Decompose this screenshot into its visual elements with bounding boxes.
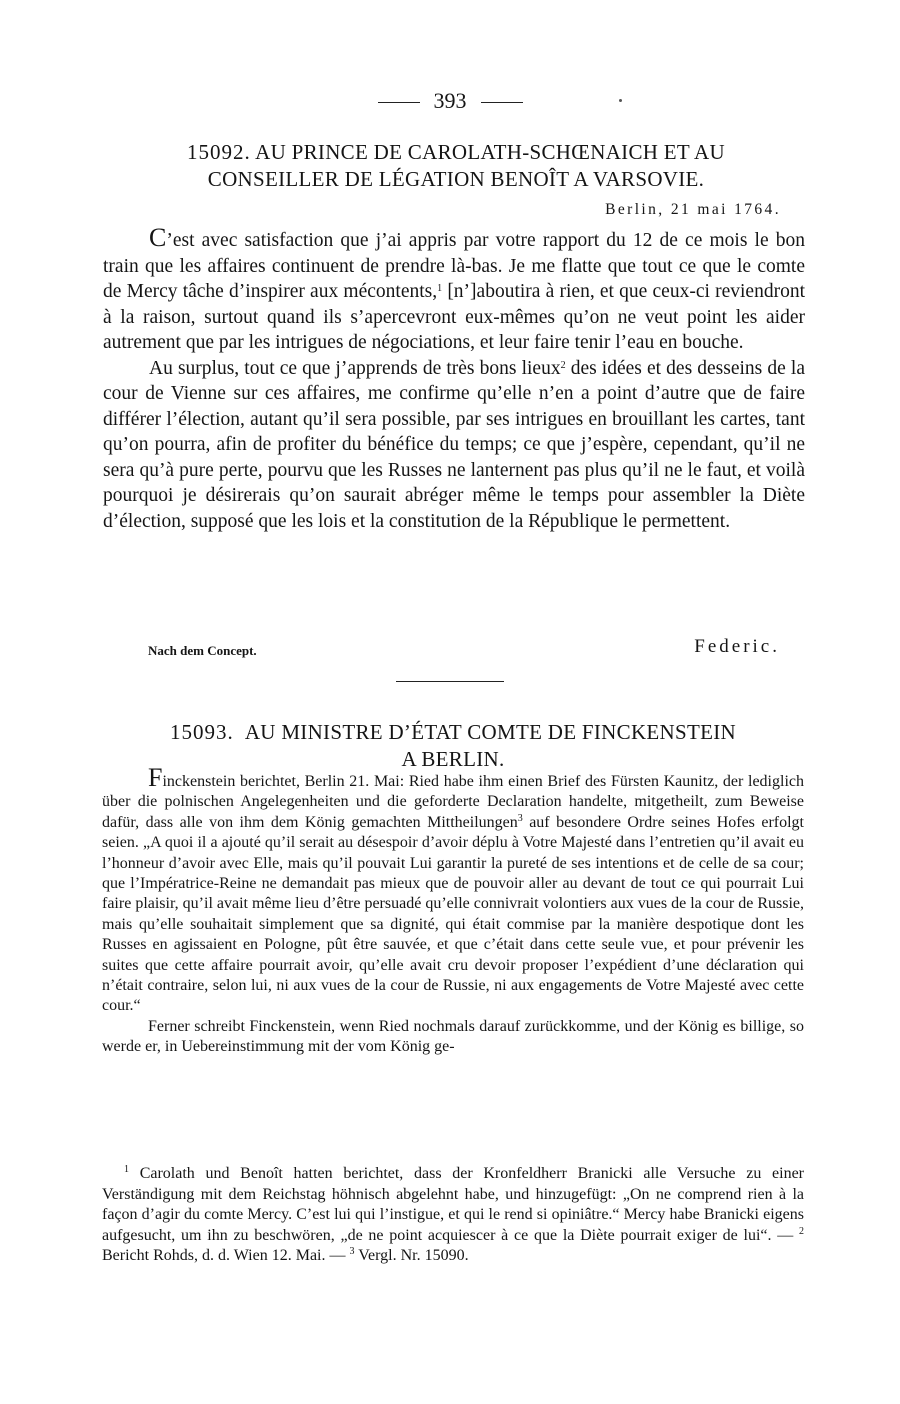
footnote-3: Vergl. Nr. 15090. — [354, 1247, 469, 1265]
doc1-source-note: Nach dem Concept. — [148, 643, 257, 658]
footnote-1: Carolath und Benoît hatten berichtet, dass der Kronfeldherr Branicki alle Versuche zu einer Verständigung mit dem Reichstag höhnisch abgelehnt habe, und hinzugefügt: „On ne comprend rien à la façon d’agir du comte Mercy. C’est lui qui l’instigue, et qui le rend si opiniâtre.“ Mercy habe Branicki eigens aufgesucht, um ihn zu beschwören, „de ne point acquiescer à ce que la Diète pourrait exiger de lui“. — — [102, 1165, 804, 1244]
doc1-body — [103, 225, 805, 534]
rule-left — [378, 102, 420, 103]
doc2-number: 15093. — [169, 720, 234, 744]
doc1-p2-text-b: des idées et des desseins de la cour de Vienne sur ces affaires, me confirme qu’elle n’en a point d’autre que de faire différer l’élection, autant qu’il sera possible, par ses intrigues en brouillant les cartes, tant qu’on pourra, afin de profiter du bénéfice du temps; ce que j’espère, cependant, qu’il ne sera qu’à pure perte, pourvu que les Russes ne lanternent pas plus qu’il ne le faut, et voilà pourquoi je désirerais qu’on saurait abréger même le temps pour assembler la Diète d’élection, supposé que les lois et la constitution de la République le permettent. — [103, 357, 805, 532]
doc1-paragraph-1 — [103, 225, 805, 356]
print-speck — [619, 99, 622, 102]
page-number: 393 — [433, 88, 467, 113]
doc2-paragraph-2: Ferner schreibt Finckenstein, wenn Ried nochmals darauf zurückkomme, und der König es billige, so werde er, in Uebereinstimmung mit der vom König ge- — [102, 1017, 804, 1056]
doc2-p1-text-a: inckenstein berichtet, Berlin 21. Mai: Ried habe ihm einen Brief des Fürsten Kaunitz, der lediglich über die polnischen Angelegenheiten und die geforderte Declaration handelte, mitgetheilt, zum Beweise dafür, dass alle von ihm dem König gemachten Mittheilungen — [102, 773, 804, 831]
footnote-3-mark: 3 — [349, 1246, 355, 1258]
footnote-2-mark: 2 — [799, 1225, 804, 1237]
doc1-signature: Federic. — [694, 636, 780, 657]
doc1-dropcap: C — [149, 223, 167, 252]
doc1-paragraph-2 — [103, 356, 805, 535]
footnotes — [102, 1164, 804, 1267]
doc1-p1-text-a: ’est avec satisfaction que j’ai appris par votre rapport du 12 de ce mois le bon train que les affaires continuent de prendre là-bas. Je me flatte que tout ce que le comte de Mercy tâche d’inspirer aux mécontents, — [103, 230, 805, 302]
doc1-heading — [128, 139, 784, 193]
doc1-p2-text-a: Au surplus, tout ce que j’apprends de très bons lieux — [149, 357, 561, 379]
doc2-paragraph-1 — [102, 763, 805, 1017]
doc1-title: AU PRINCE DE CAROLATH-SCHŒNAICH ET AU CONSEILLER DE LÉGATION BENOÎT A VARSOVIE. — [207, 140, 725, 191]
doc2-body — [102, 763, 805, 1058]
footnote-ref-3: 3 — [517, 812, 523, 824]
footnote-ref-1: 1 — [437, 283, 443, 294]
footnote-2: Bericht Rohds, d. d. Wien 12. Mai. — — [102, 1247, 350, 1265]
doc2-title-text: AU MINISTRE D’ÉTAT COMTE DE FINCKENSTEIN — [244, 720, 736, 744]
doc1-p1-text-b: [n’]aboutira à rien, et que ceux-ci reviendront à la raison, surtout quand ils s’apercevront eux-mêmes qu’on ne veut point les aider autrement que par les intrigues de négociations, et leur faire tenir l’eau en bouche. — [103, 281, 805, 353]
doc2-p1-text-b: auf besondere Ordre seines Hofes erfolgt seien. „A quoi il a ajouté qu’il serait au désespoir d’avoir déplu à Votre Majesté dans l’entretien qu’il avait eu l’honneur d’avoir avec Elle, mais qu’il pouvait Lui garantir la pureté de ses intentions et de celle de sa cour; que l’Impératrice-Reine ne demandait pas mieux que de pouvoir aller au devant de tout ce qui pourrait Lui faire plaisir, qu’il avait même lieu d’être persuadé qu’elle connivrait volontiers aux vues de la cour de Russie, mais qu’elle souhaitait simplement que sa dignité, qui était commise par la manière despotique dont les Russes en agissaient en Pologne, pût être sauvée, et que c’était dans cette seule vue, et pour prévenir les suites que cette affaire pourrait avoir, qu’elle avait cru devoir proposer l’expédient d’une déclaration qui n’était contraire, selon lui, ni aux vues de la cour de Russie, ni aux engagements de Votre Majesté avec cette cour.“ — [102, 813, 805, 1015]
doc2-dropcap: F — [148, 763, 163, 792]
footnote-block — [102, 1164, 804, 1267]
doc2-heading — [118, 719, 788, 773]
section-separator — [396, 681, 504, 682]
doc2-title-line-1 — [118, 719, 788, 746]
footnote-1-mark: 1 — [124, 1164, 129, 1175]
footnote-ref-2: 2 — [560, 359, 566, 371]
doc2-title-line-2: A BERLIN. — [401, 747, 505, 771]
rule-right — [481, 102, 523, 103]
doc1-dateline: Berlin, 21 mai 1764. — [605, 201, 781, 218]
page-number-line — [0, 88, 900, 114]
doc1-number: 15092. — [187, 140, 251, 164]
